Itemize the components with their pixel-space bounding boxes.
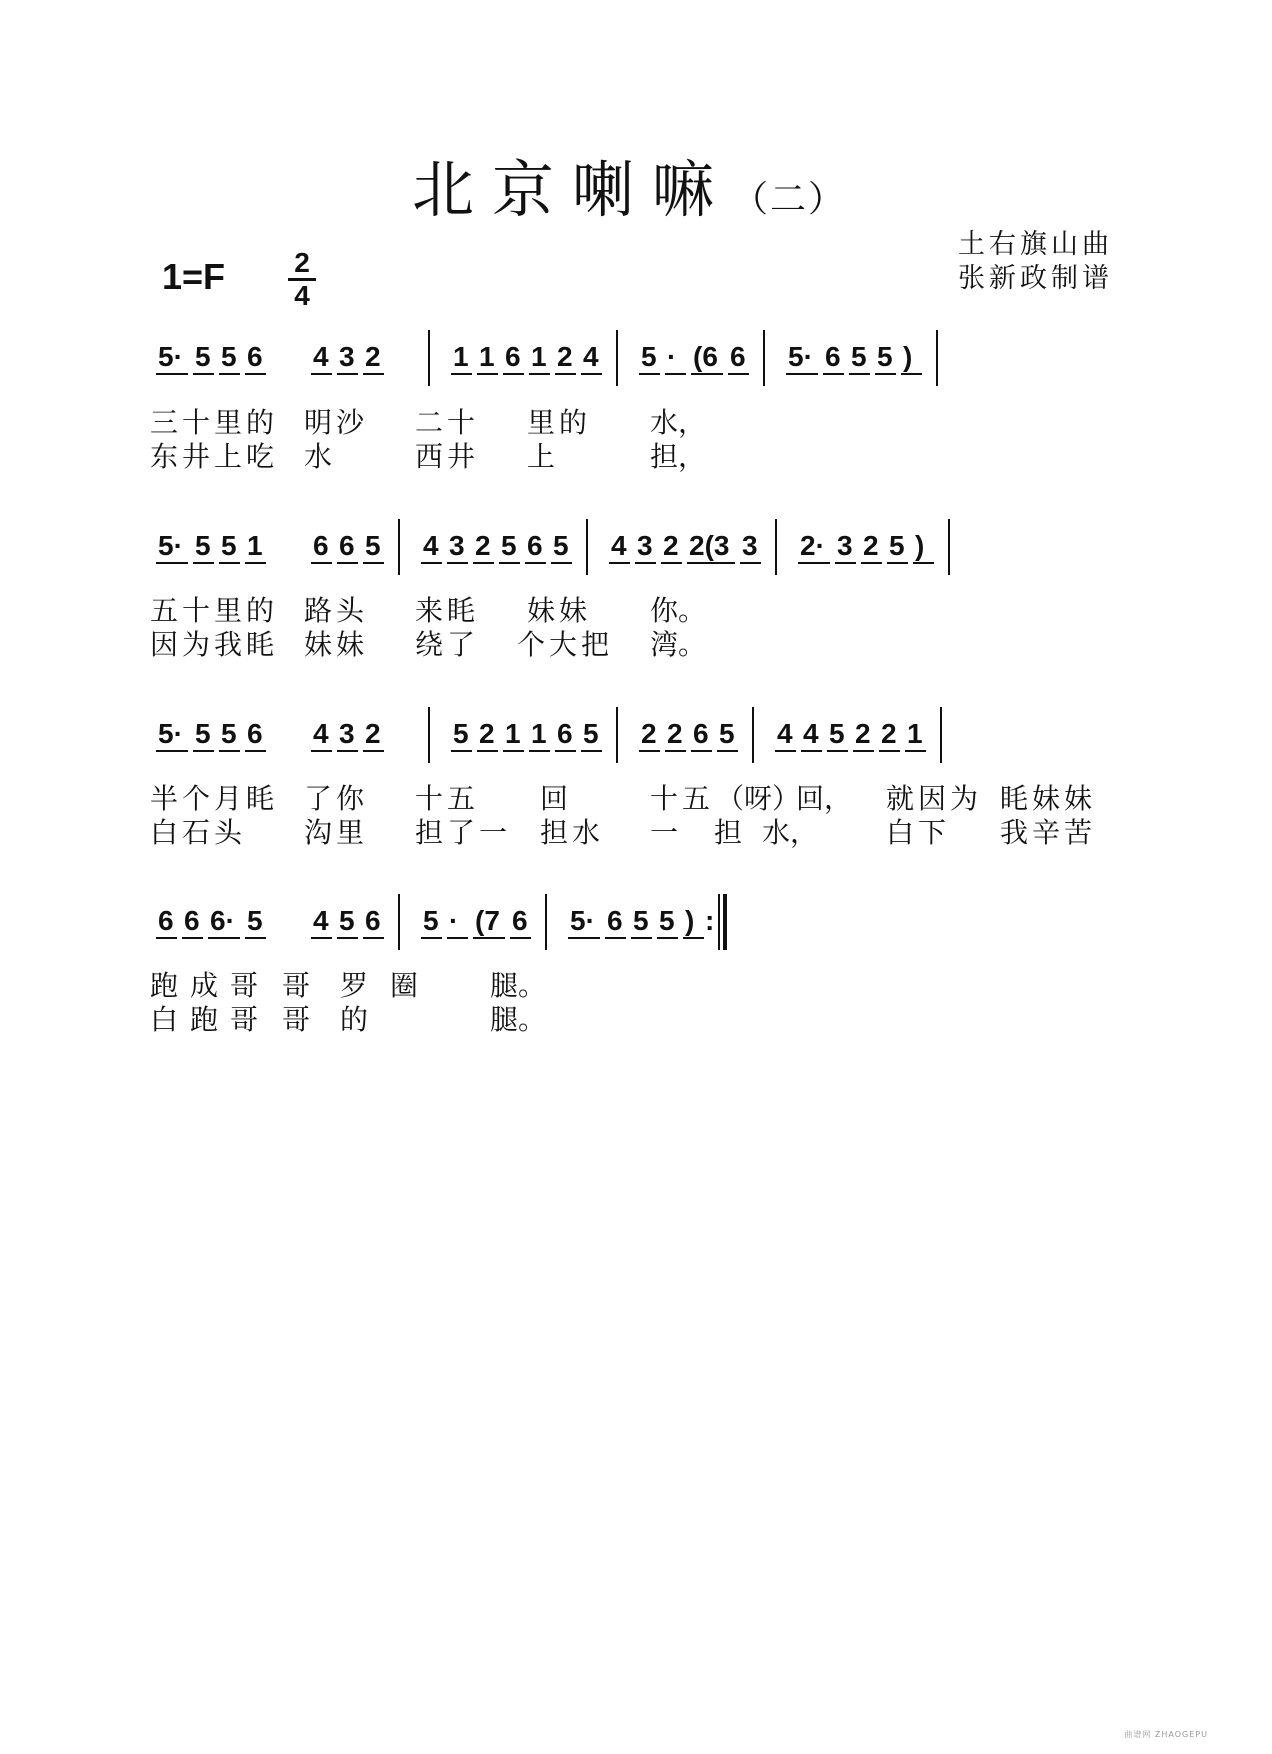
note: 3 [339, 341, 355, 372]
lyric-char: 因 [918, 782, 947, 815]
lyric-char: 沙 [336, 406, 365, 439]
lyric-char: 三 [150, 406, 179, 439]
note: 5 [195, 530, 211, 561]
note: (6 [693, 341, 718, 372]
note: 2 [365, 718, 381, 749]
note: 2 [863, 530, 879, 561]
lyric-char: 一 [650, 816, 679, 849]
lyric-char: 上 [527, 440, 556, 473]
lyric-char: 我 [214, 628, 243, 661]
note: 5 [195, 341, 211, 372]
note: 5 [501, 530, 517, 561]
lyric-char: 十 [415, 782, 444, 815]
note: 5 [659, 905, 675, 936]
lyric-char: 下 [918, 816, 947, 849]
lyric-char: 腿。 [490, 1003, 547, 1036]
note: 4 [313, 341, 329, 372]
note: 5 [633, 905, 649, 936]
note: 5 [829, 718, 845, 749]
lyric-char: 里 [214, 406, 243, 439]
note: 3 [837, 530, 853, 561]
lyric-char: 井 [182, 440, 211, 473]
note: 3 [742, 530, 758, 561]
lyric-char: 眊 [246, 782, 275, 815]
lyric-char: 明 [304, 406, 333, 439]
note: 6 [247, 341, 263, 372]
note: 5 [719, 718, 735, 749]
lyric-char: 成 [190, 969, 219, 1002]
lyric-char: 一 [479, 816, 508, 849]
arranger-credit: 张新政制谱 [958, 263, 1113, 294]
lyric-char: 十 [650, 782, 679, 815]
note: 4 [611, 530, 627, 561]
note: 2 [667, 718, 683, 749]
note: 5 [553, 530, 569, 561]
note: 2 [479, 718, 495, 749]
lyric-char: 来 [415, 594, 444, 627]
note: 5 [877, 341, 893, 372]
lyric-char: 回 [540, 782, 569, 815]
note: 5 [453, 718, 469, 749]
lyric-char: 头 [214, 816, 243, 849]
note: 5 [339, 905, 355, 936]
lyric-char: 五 [682, 782, 711, 815]
note: · [449, 905, 459, 936]
note: 2 [641, 718, 657, 749]
lyric-char: 的 [246, 406, 275, 439]
time-signature-bottom: 4 [294, 280, 310, 311]
lyric-char: 里 [527, 406, 556, 439]
note: 1 [907, 718, 923, 749]
lyric-char: 白 [150, 816, 179, 849]
note: 6 [557, 718, 573, 749]
lyric-char: 的 [559, 406, 588, 439]
lyric-char: 苦 [1064, 816, 1093, 849]
lyric-char: 白 [150, 1003, 179, 1036]
note: 4 [803, 718, 819, 749]
title-main: 北京喇嘛 [412, 153, 733, 226]
note: 6 [365, 905, 381, 936]
note: 1 [479, 341, 495, 372]
note: 5 [247, 905, 263, 936]
note: 2 [663, 530, 679, 561]
note: 3 [449, 530, 465, 561]
note: 6 [339, 530, 355, 561]
lyric-char: 圈 [390, 969, 419, 1002]
lyric-char: 西 [415, 440, 444, 473]
note: 6 [158, 905, 174, 936]
lyric-char: 把 [581, 628, 610, 661]
lyric-char: 五 [150, 594, 179, 627]
lyric-char: 水， [650, 406, 707, 439]
note: 2 [881, 718, 897, 749]
lyric-char: 个 [182, 782, 211, 815]
note: 6 [825, 341, 841, 372]
note: ) [685, 905, 695, 936]
lyric-char: 里 [336, 816, 365, 849]
lyric-char: 我 [1000, 816, 1029, 849]
note: 4 [313, 905, 329, 936]
note: 5 [365, 530, 381, 561]
note: 5 [221, 341, 237, 372]
lyric-char: 哥 [230, 1003, 259, 1036]
note: 5 [423, 905, 439, 936]
note: 1 [453, 341, 469, 372]
note: 2 [475, 530, 491, 561]
lyric-char: 十 [447, 406, 476, 439]
note: 6 [505, 341, 521, 372]
note: 5 [221, 718, 237, 749]
note: 2(3 [689, 530, 730, 561]
lyric-char: 回， [796, 782, 853, 815]
note: 3 [637, 530, 653, 561]
lyric-char: 担 [415, 816, 444, 849]
lyric-char: 担 [540, 816, 569, 849]
note: 5· [158, 718, 183, 749]
note: 5· [788, 341, 813, 372]
note: 6 [693, 718, 709, 749]
lyric-char: 就 [886, 782, 915, 815]
note: 2 [557, 341, 573, 372]
lyric-char: 路 [304, 594, 333, 627]
lyric-char: 石 [182, 816, 211, 849]
note: 2 [365, 341, 381, 372]
lyric-char: 妹 [336, 628, 365, 661]
note: 6 [313, 530, 329, 561]
lyric-char: 个 [517, 628, 546, 661]
lyric-char: 哥 [282, 1003, 311, 1036]
key-signature: 1=F [162, 256, 226, 297]
lyric-char: 里 [214, 594, 243, 627]
lyric-char: 十 [182, 594, 211, 627]
note: 1 [531, 341, 547, 372]
lyric-char: 哥 [230, 969, 259, 1002]
note: 5· [158, 530, 183, 561]
note: 5 [221, 530, 237, 561]
note: 6 [607, 905, 623, 936]
lyric-char: 眊 [447, 594, 476, 627]
note: 6· [210, 905, 235, 936]
lyric-char: 沟 [304, 816, 333, 849]
note: 6 [247, 718, 263, 749]
note: 1 [505, 718, 521, 749]
lyric-char: 妹 [527, 594, 556, 627]
note: 4 [423, 530, 439, 561]
note: 1 [247, 530, 263, 561]
note: 5 [851, 341, 867, 372]
lyric-char: 了 [304, 782, 333, 815]
note: 6 [184, 905, 200, 936]
lyric-char: 担 [714, 816, 743, 849]
note: 6 [730, 341, 746, 372]
note: 2 [855, 718, 871, 749]
lyric-char: 妹 [1032, 782, 1061, 815]
lyric-char: （呀） [716, 782, 801, 815]
note: 5· [570, 905, 595, 936]
note: ) [903, 341, 913, 372]
lyric-char: 眊 [246, 628, 275, 661]
note: 5 [583, 718, 599, 749]
title-subtitle: （二） [732, 179, 847, 220]
lyric-char: 月 [214, 782, 243, 815]
note: 2· [800, 530, 825, 561]
lyric-char: 哥 [282, 969, 311, 1002]
lyric-char: 罗 [340, 969, 369, 1002]
note: ) [915, 530, 925, 561]
lyric-char: 吃 [246, 440, 275, 473]
lyric-char: 十 [182, 406, 211, 439]
note: 5 [195, 718, 211, 749]
time-signature-top: 2 [294, 247, 310, 278]
lyric-char: 你 [336, 782, 365, 815]
note: 6 [512, 905, 528, 936]
lyric-char: 五 [447, 782, 476, 815]
lyric-char: 担， [650, 440, 707, 473]
lyric-char: 你。 [650, 594, 707, 627]
lyric-char: 白 [886, 816, 915, 849]
note: 4 [313, 718, 329, 749]
note: · [667, 341, 677, 372]
lyric-char: 因 [150, 628, 179, 661]
lyric-char: 头 [336, 594, 365, 627]
lyric-char: 了 [447, 816, 476, 849]
lyric-char: 的 [340, 1003, 369, 1036]
composer-credit: 土右旗山曲 [958, 229, 1113, 260]
lyric-char: 妹 [304, 628, 333, 661]
lyric-char: 半 [150, 782, 179, 815]
note: 6 [527, 530, 543, 561]
lyric-char: 绕 [415, 628, 444, 661]
note: 1 [531, 718, 547, 749]
repeat-sign: : [705, 905, 715, 936]
lyric-char: 水， [762, 816, 819, 849]
lyric-char: 了 [447, 628, 476, 661]
lyric-char: 湾。 [650, 628, 707, 661]
lyric-char: 井 [447, 440, 476, 473]
lyric-char: 为 [182, 628, 211, 661]
lyric-char: 为 [950, 782, 979, 815]
lyric-char: 二 [415, 406, 444, 439]
note: (7 [475, 905, 500, 936]
lyric-char: 跑 [190, 1003, 219, 1036]
note: 4 [583, 341, 599, 372]
lyric-char: 大 [549, 628, 578, 661]
note: 3 [339, 718, 355, 749]
lyric-char: 东 [150, 440, 179, 473]
lyric-char: 跑 [150, 969, 179, 1002]
lyric-char: 腿。 [490, 969, 547, 1002]
note: 5 [641, 341, 657, 372]
footer-watermark: 曲谱网 ZHAOGEPU [1124, 1730, 1208, 1739]
lyric-char: 眊 [1000, 782, 1029, 815]
lyric-char: 妹 [1064, 782, 1093, 815]
note: 5· [158, 341, 183, 372]
lyric-char: 水 [572, 816, 601, 849]
note: 4 [777, 718, 793, 749]
lyric-char: 妹 [559, 594, 588, 627]
lyric-char: 上 [214, 440, 243, 473]
lyric-char: 的 [246, 594, 275, 627]
note: 5 [889, 530, 905, 561]
lyric-char: 水 [304, 440, 333, 473]
lyric-char: 辛 [1032, 816, 1061, 849]
